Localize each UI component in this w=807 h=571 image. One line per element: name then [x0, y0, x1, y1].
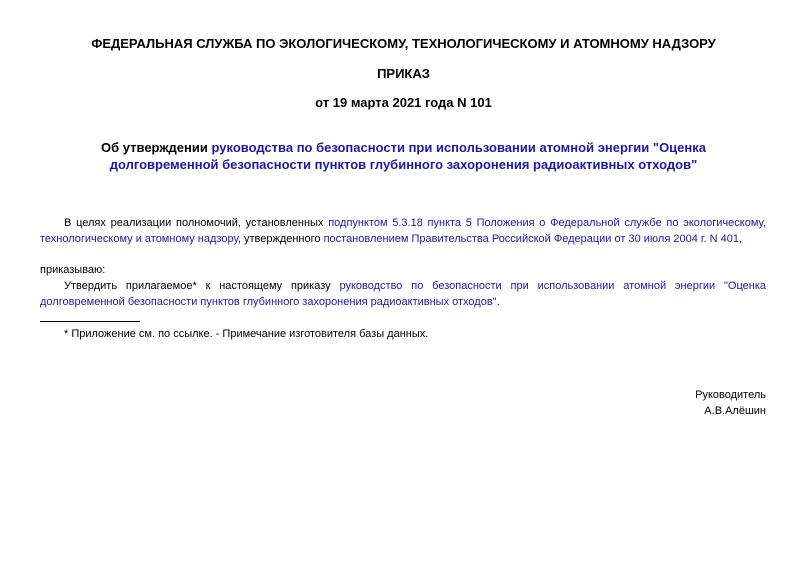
approved-guide-link[interactable]: руководство по безопасности при использовании атомной энергии "Оценка долговременной безопасности пунктов глубинного захоронения радиоактивных отходов" — [40, 280, 766, 308]
document-subject — [60, 139, 747, 173]
government-decree-link[interactable]: постановлением Правительства Российской Федерации от 30 июля 2004 г. N 401 — [323, 233, 740, 245]
signature-name: А.В.Алёшин — [704, 405, 766, 417]
regulation-clause-link[interactable]: подпунктом 5.3.18 пункта 5 Положения о Федеральной службе по экологическому, технологическому и атомному надзору — [40, 217, 766, 245]
signature-role: Руководитель — [695, 389, 766, 401]
para2-text-start: Утвердить прилагаемое* к настоящему приказу — [64, 280, 340, 292]
order-word: приказываю: — [40, 264, 106, 276]
paragraph-approve — [40, 278, 766, 310]
para1-text-start: В целях реализации полномочий, установленных — [64, 217, 329, 229]
para1-text-mid: , утвержденного — [237, 233, 324, 245]
document-type: ПРИКАЗ — [377, 66, 430, 81]
para2-text-end: . — [496, 296, 500, 308]
subject-guide-link[interactable]: руководства по безопасности при использовании атомной энергии "Оценка долговременной безопасности пунктов глубинного захоронения радиоактивных отходов" — [109, 140, 706, 172]
footnote-divider — [40, 321, 140, 322]
document-date: от 19 марта 2021 года N 101 — [315, 95, 492, 110]
footnote-text: * Приложение см. по ссылке. - Примечание изготовителя базы данных. — [64, 328, 429, 340]
paragraph-authority — [40, 215, 766, 247]
subject-prefix: Об утверждении — [101, 140, 212, 155]
agency-name: ФЕДЕРАЛЬНАЯ СЛУЖБА ПО ЭКОЛОГИЧЕСКОМУ, ТЕХНОЛОГИЧЕСКОМУ И АТОМНОМУ НАДЗОРУ — [91, 36, 716, 51]
para1-text-end: , — [739, 233, 743, 245]
